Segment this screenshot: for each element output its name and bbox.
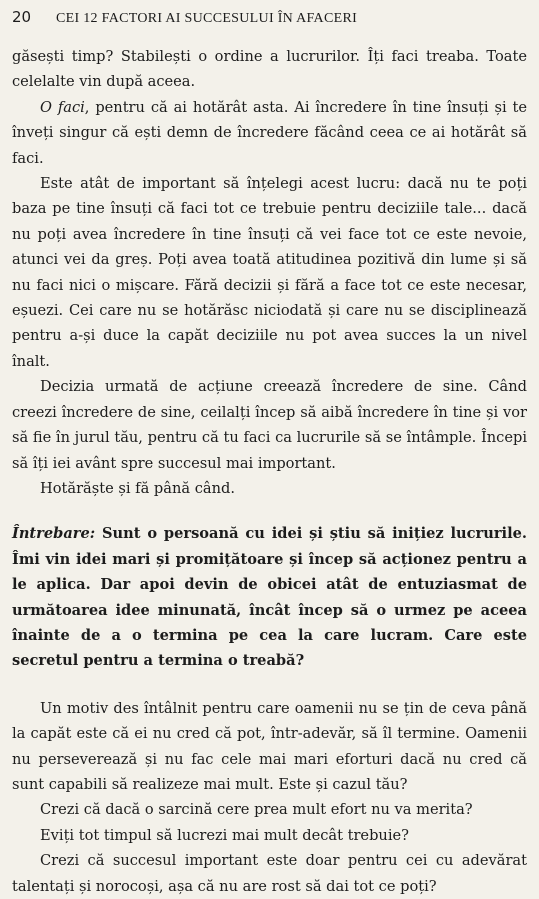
question-label: Întrebare: [12,525,96,543]
question-text: Sunt o persoană cu idei și știu să inițiez lucrurile. Îmi vin idei mari și promițătoare și încep să acționez pentru a le aplica. Dar apoi devin de obicei atât de entuziasmat de următoarea idee minunată, încât încep să o urmez pe aceea înainte de a o termina pe cea la care lucram. Care este secretul pentru a termina o treabă? [12,525,527,670]
paragraph-9: Crezi că succesul important este doar pentru cei cu adevărat talentați și norocoși, așa că nu are rost să dai tot ce poți? [12,852,527,895]
paragraph-1: găsești timp? Stabilești o ordine a lucrurilor. Îți faci treaba. Toate celelalte vin după aceea. [12,48,527,91]
paragraph-6: Un motiv des întâlnit pentru care oamenii nu se țin de ceva până la capăt este că ei nu cred că pot, într-adevăr, să îl termine. Oamenii nu perseverează și nu fac cele mai mari eforturi dacă nu cred că sunt capabili să realizeze mai mult. Este și cazul tău? [12,699,527,793]
paragraph-4: Decizia urmată de acțiune creează încredere de sine. Când creezi încredere de sine, ceilalți încep să aibă încredere în tine și vor să fie în jurul tău, pentru că tu faci ca lucrurile să se întâmple. Începi să îți iei avânt spre succesul mai important. [12,378,527,472]
paragraph-2-text: , pentru că ai hotărât asta. Ai încredere în tine însuți și te înveți singur că ești demn de încredere făcând ceea ce ai hotărât să faci. [12,98,528,167]
paragraph-5: Hotărăște și fă până când. [40,479,235,497]
emphasis-o-faci: O faci [40,98,85,116]
paragraph-8: Eviți tot timpul să lucrezi mai mult decât trebuie? [40,826,409,844]
question-block [12,521,527,673]
book-page [12,8,527,899]
book-title: CEI 12 FACTORI AI SUCCESULUI ÎN AFACERI [56,11,358,26]
section-spacer [12,674,527,696]
running-head [12,8,527,30]
paragraph-3: Este atât de important să înțelegi acest lucru: dacă nu te poți baza pe tine însuți că faci tot ce trebuie pentru deciziile tale... dacă nu poți avea încredere în tine însuți că vei face tot ce este nevoie, atunci vei da greș. Poți avea toată atitudinea pozitivă din lume și să nu faci nici o mișcare. Fără decizii și fără a face tot ce este necesar, eșuezi. Cei care nu se hotărăsc niciodată și care nu se disciplinează pentru a-și duce la capăt deciziile nu pot avea succes la un nivel înalt. [12,175,527,370]
paragraph-7: Crezi că dacă o sarcină cere prea mult efort nu va merita? [40,801,473,819]
page-number: 20 [12,8,32,26]
paragraph-2 [12,95,527,171]
